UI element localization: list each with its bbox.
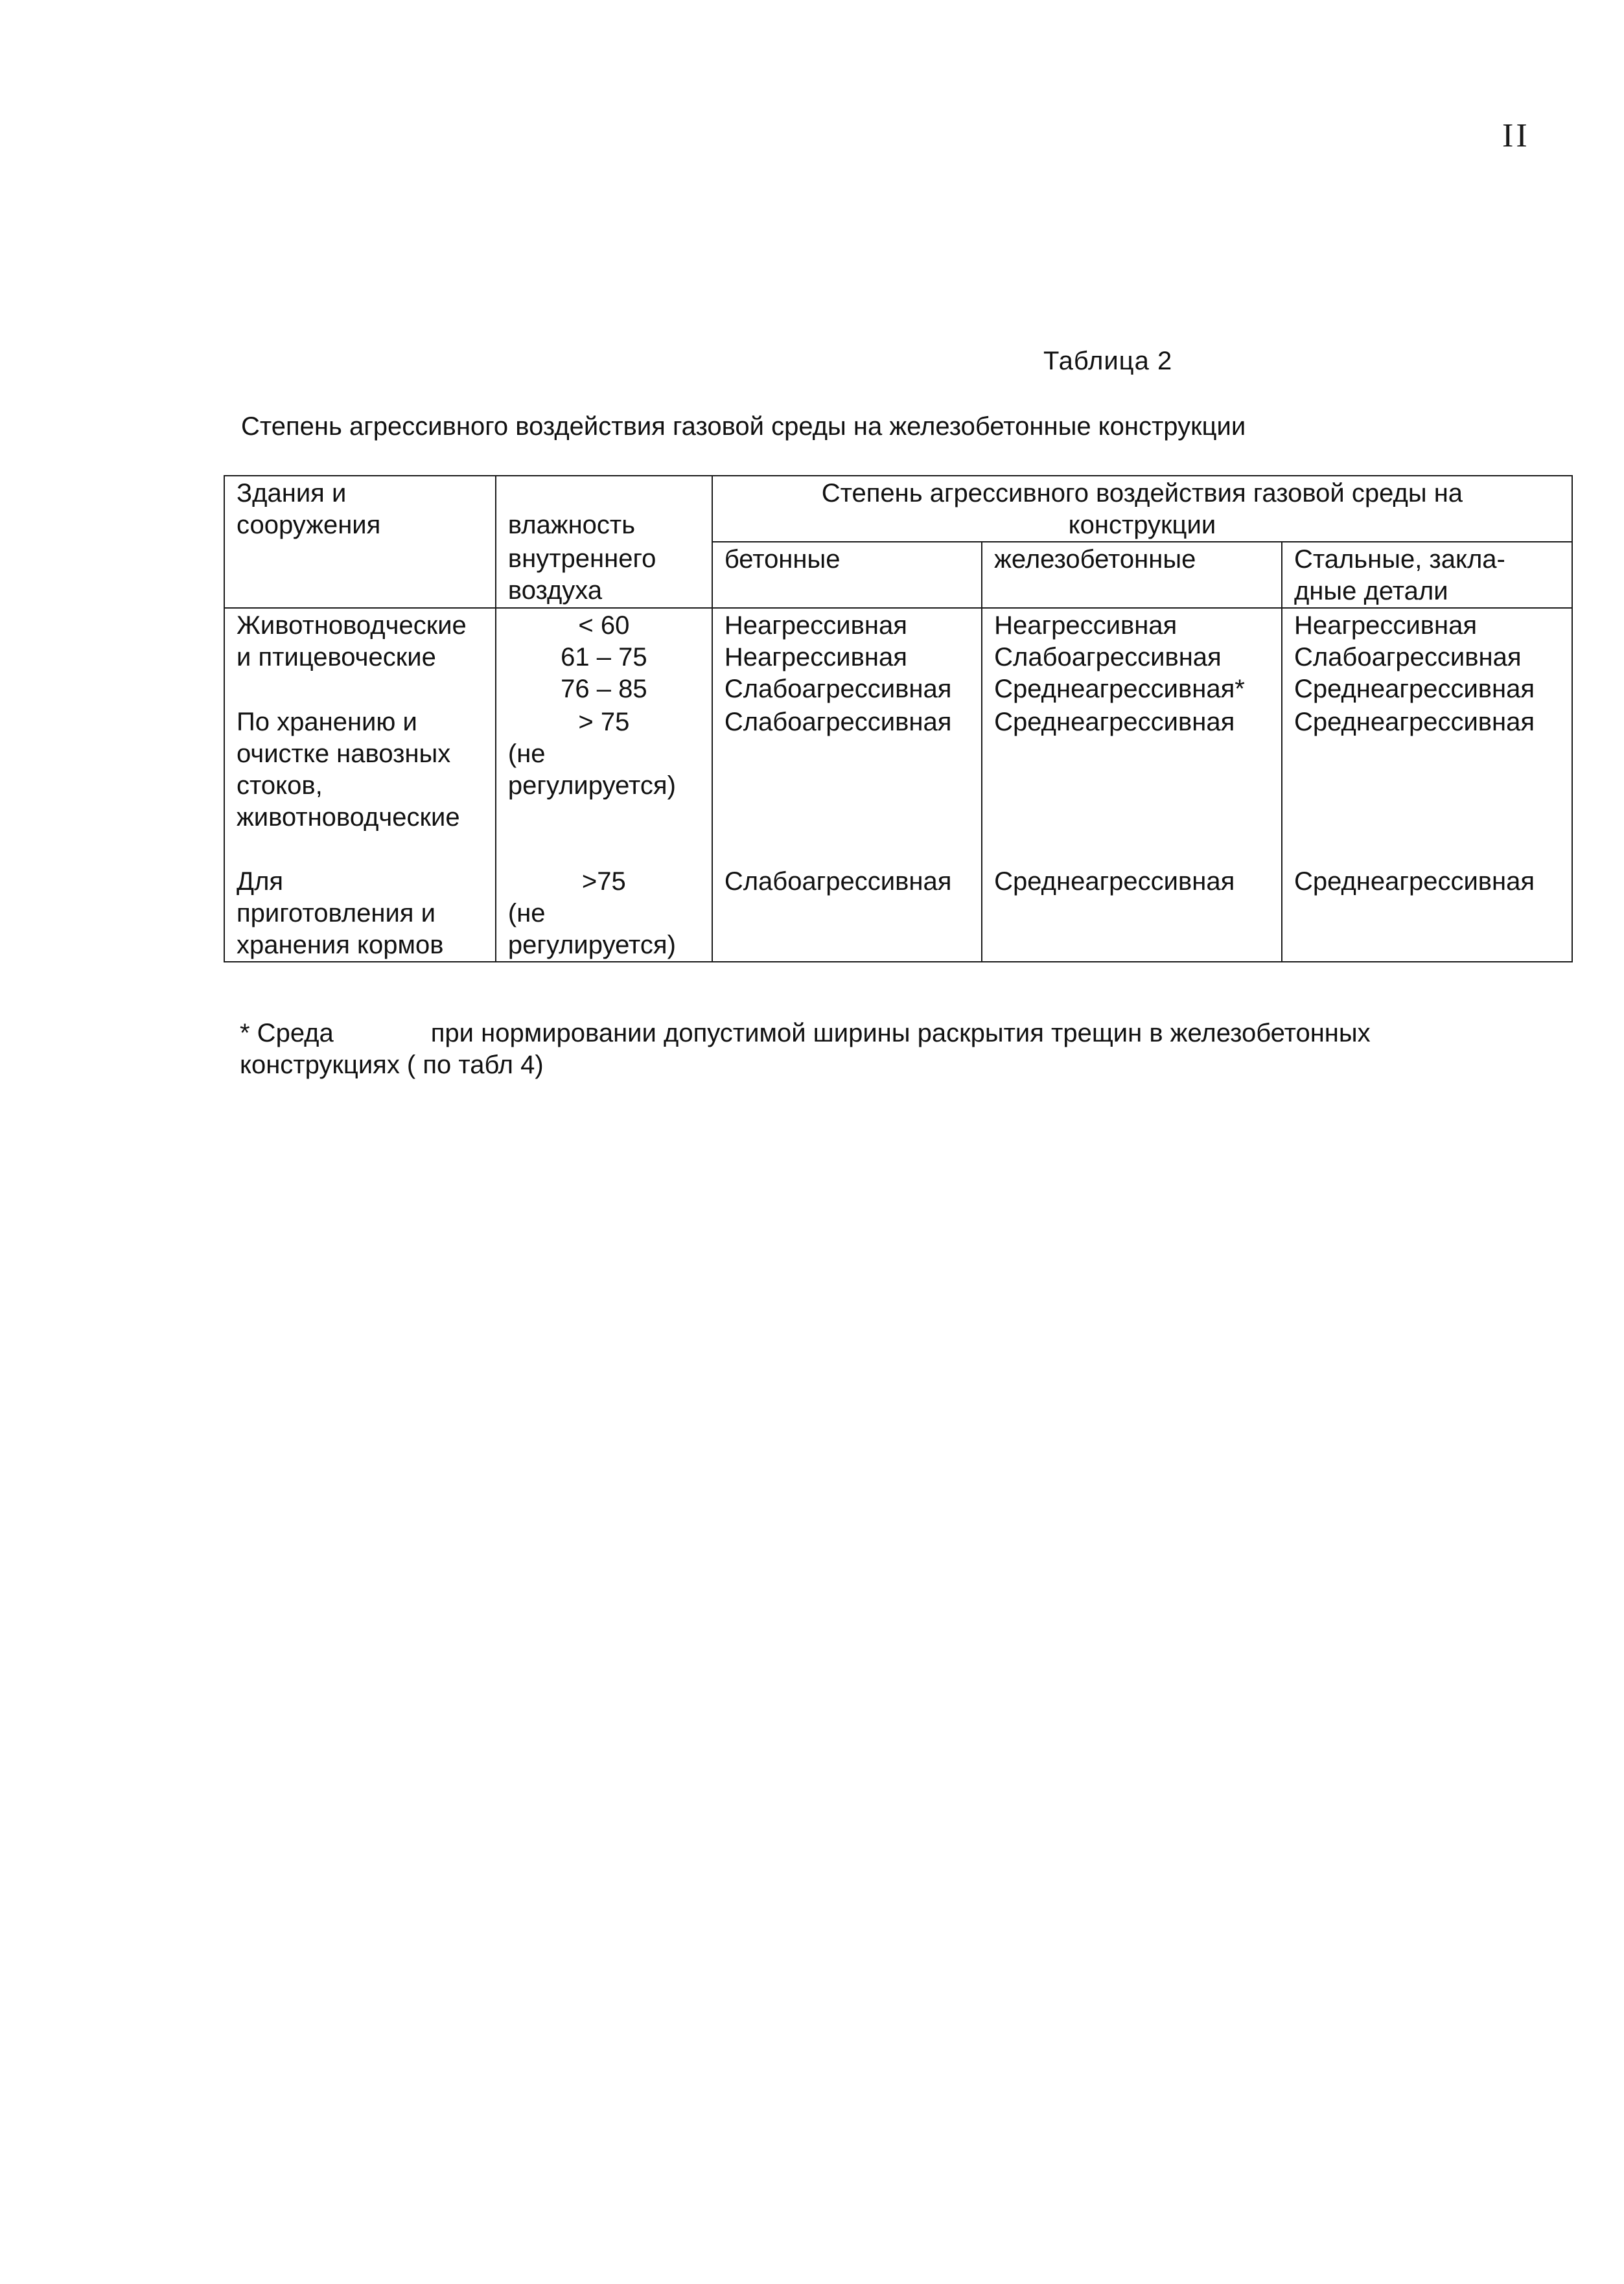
concrete-cell [712,705,982,865]
header-steel [1282,542,1572,608]
reinforced-value: Среднеагрессивная [994,867,1235,896]
humidity-value: >75 [581,867,626,896]
header-group-line: Степень агрессивного воздействия газовой среды на [821,479,1463,507]
humidity-note: регулируется) [507,771,676,800]
header-buildings-line: Здания и [237,479,347,507]
reinforced-cell [982,608,1282,705]
building-line: Для [237,867,284,896]
aggressiveness-table [224,475,1573,962]
reinforced-value: Среднеагрессивная* [994,675,1245,703]
building-line: и птицевоческие [237,643,436,671]
header-concrete [712,542,982,608]
building-line: очистке навозных [237,740,451,768]
building-line: Животноводческие [237,611,467,640]
steel-cell [1282,608,1572,705]
reinforced-value: Неагрессивная [994,611,1177,640]
concrete-value: Неагрессивная [724,611,907,640]
building-cell [224,608,496,705]
header-concrete-label: бетонные [724,545,841,574]
footnote-text: при нормировании допустимой ширины раскрытия трещин в железобетонных [430,1019,1371,1047]
reinforced-cell [982,865,1282,962]
footnote-marker: * Среда [240,1019,334,1047]
table-label: Таблица 2 [1043,347,1173,375]
reinforced-value: Слабоагрессивная [994,643,1222,671]
building-line: животноводческие [237,803,460,832]
header-humidity-bottom [496,542,712,608]
header-steel-line: дные детали [1293,577,1448,605]
header-group-line: конструкции [1068,511,1216,539]
header-reinforced-label: железобетонные [994,545,1196,574]
steel-value: Среднеагрессивная [1293,675,1535,703]
header-humidity-line: влажность [507,511,636,539]
humidity-note: регулируется) [507,931,676,959]
header-buildings-cont [224,542,496,608]
footnote-line-1 [240,1018,1371,1049]
reinforced-value: Среднеагрессивная [994,708,1235,736]
table-row [224,608,1572,705]
table-title: Степень агрессивного воздействия газовой среды на железобетонные конструкции [241,412,1246,441]
humidity-cell [496,608,712,705]
building-line: хранения кормов [237,931,444,959]
page-number: II [1502,117,1530,154]
building-line: приготовления и [237,899,435,927]
steel-cell [1282,705,1572,865]
humidity-value: 61 – 75 [561,643,647,671]
table-row [224,705,1572,865]
table-row [224,865,1572,962]
humidity-cell [496,705,712,865]
header-humidity-line: внутреннего [507,544,656,573]
concrete-value: Неагрессивная [724,643,907,671]
concrete-cell [712,608,982,705]
steel-cell [1282,865,1572,962]
header-reinforced [982,542,1282,608]
footnote [240,1018,1371,1081]
humidity-value: > 75 [578,708,630,736]
header-row-1 [224,476,1572,542]
building-cell [224,705,496,865]
header-group [712,476,1572,542]
header-humidity-line: воздуха [507,576,603,605]
concrete-cell [712,865,982,962]
footnote-line-2: конструкциях ( по табл 4) [240,1051,544,1079]
header-steel-line: Стальные, закла- [1293,545,1505,574]
steel-value: Среднеагрессивная [1293,867,1535,896]
concrete-value: Слабоагрессивная [724,708,952,736]
header-buildings [224,476,496,542]
steel-value: Слабоагрессивная [1293,643,1522,671]
steel-value: Неагрессивная [1293,611,1477,640]
building-line: стоков, [237,771,323,800]
concrete-value: Слабоагрессивная [724,867,952,896]
humidity-value: 76 – 85 [561,675,647,703]
humidity-value: < 60 [578,611,630,640]
reinforced-cell [982,705,1282,865]
humidity-cell [496,865,712,962]
header-humidity-top [496,476,712,542]
header-buildings-line: сооружения [237,511,381,539]
building-line: По хранению и [237,708,417,736]
concrete-value: Слабоагрессивная [724,675,952,703]
steel-value: Среднеагрессивная [1293,708,1535,736]
building-cell [224,865,496,962]
humidity-note: (не [507,899,546,927]
humidity-note: (не [507,740,546,768]
header-row-2 [224,542,1572,608]
